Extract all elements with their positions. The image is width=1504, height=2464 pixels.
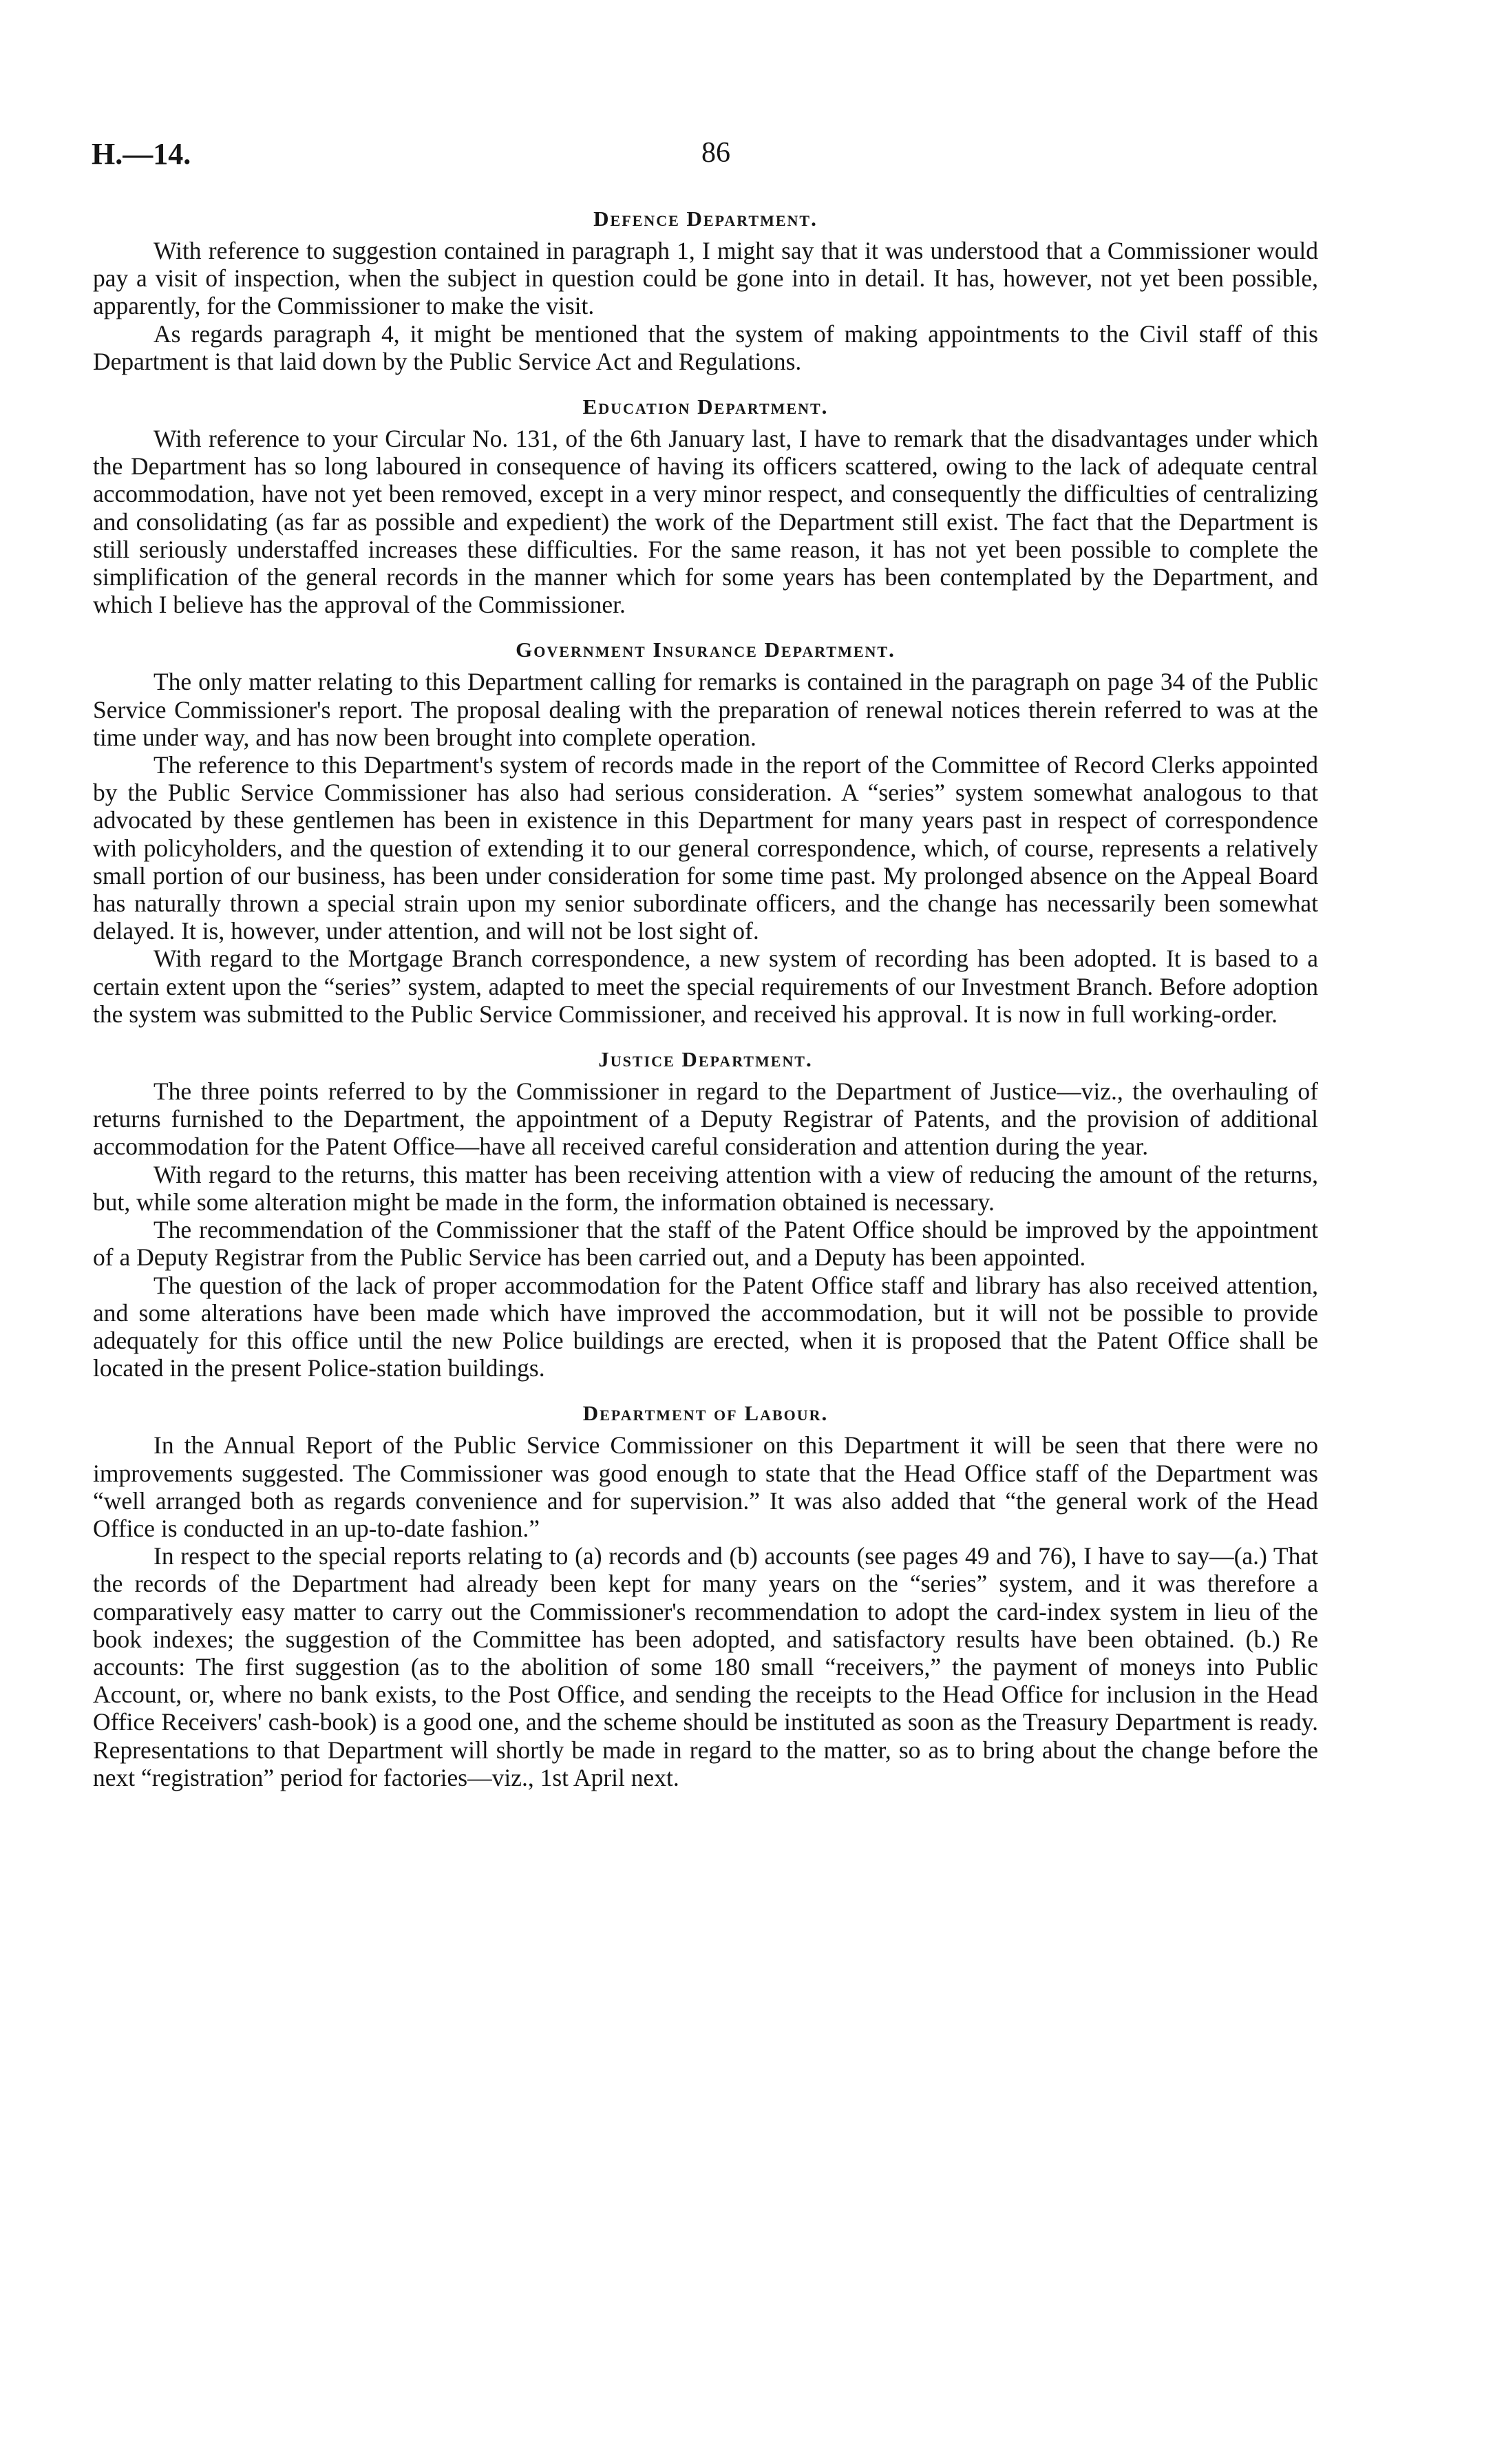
section-title: Education Department. — [582, 394, 829, 419]
paragraph: In respect to the special reports relating to (a) records and (b) accounts (see pages 49 and 76), I have to say—(a.) That the records of the Department had already been kept for many years on the “series” system, and it was therefore a comparatively easy matter to carry out the Commissioner's recommendation to adopt the card-index system in lieu of the book indexes; the suggestion of the Committee has been adopted, and satisfactory results have been obtained. (b.) Re accounts: The first suggestion (as to the abolition of some 180 small “receivers,” the payment of moneys into Public Account, or, where no bank exists, to the Post Office, and sending the receipts to the Head Office for inclusion in the Head Office Receivers' cash-book) is a good one, and the scheme should be instituted as soon as the Treasury Department is ready. Representations to that Department will shortly be made in regard to the matter, so as to bring about the change before the next “registration” period for factories—viz., 1st April next. — [93, 1542, 1318, 1791]
paragraph: The only matter relating to this Department calling for remarks is contained in the paragraph on page 34 of the Public Service Commissioner's report. The proposal dealing with the preparation of renewal notices therein referred to was at the time under way, and has now been brought into complete operation. — [93, 668, 1318, 751]
paragraph: The question of the lack of proper accommodation for the Patent Office staff and library has also received attention, and some alterations have been made which have improved the accommodation, but it will not be possible to provide adequately for this office until the new Police buildings are erected, when it is proposed that the Patent Office shall be located in the present Police-station buildings. — [93, 1271, 1318, 1382]
paragraph: The recommendation of the Commissioner that the staff of the Patent Office should be improved by the appointment of a Deputy Registrar from the Public Service has been carried out, and a Deputy has been appointed. — [93, 1216, 1318, 1272]
paragraph: With regard to the returns, this matter has been receiving attention with a view of reducing the amount of the returns, but, while some alteration might be made in the form, the information obtained is necessary. — [93, 1160, 1318, 1216]
section-title: Government Insurance Department. — [516, 638, 896, 662]
paragraph: With reference to your Circular No. 131, of the 6th January last, I have to remark that the disadvantages under which the Department has so long laboured in consequence of having its officers scattered, owing to the lack of adequate central accommodation, have not yet been removed, except in a very minor respect, and consequently the difficulties of centralizing and consolidating (as far as possible and expedient) the work of the Department still exist. The fact that the Department is still seriously understaffed increases these difficulties. For the same reason, it has not yet been possible to complete the simplification of the general records in the manner which for some years has been contemplated by the Department, and which I believe has the approval of the Commissioner. — [93, 425, 1318, 619]
paragraph: As regards paragraph 4, it might be mentioned that the system of making appointments to the Civil staff of this Department is that laid down by the Public Service Act and Regulations. — [93, 319, 1318, 375]
paragraph: The reference to this Department's system of records made in the report of the Committee of Record Clerks appointed by the Public Service Commissioner has also had serious consideration. A “series” system somewhat analogous to that advocated by these gentlemen has been in existence in this Department for many years past in respect of correspondence with policyholders, and the question of extending it to our general correspondence, which, of course, represents a relatively small portion of our business, has been under consideration for some time past. My prolonged absence on the Appeal Board has naturally thrown a special strain upon my senior subordinate officers, and the change has necessarily been somewhat delayed. It is, however, under attention, and will not be lost sight of. — [93, 751, 1318, 945]
section-education-department — [93, 393, 1318, 618]
section-government-insurance-department — [93, 636, 1318, 1028]
page-header — [0, 136, 1504, 178]
section-justice-department — [93, 1046, 1318, 1382]
section-defence-department — [93, 205, 1318, 375]
paragraph: The three points referred to by the Commissioner in regard to the Department of Justice—viz., the overhauling of returns furnished to the Department, the appointment of a Deputy Registrar of Patents, and the provision of additional accommodation for the Patent Office—have all received careful consideration and attention during the year. — [93, 1077, 1318, 1161]
section-title: Justice Department. — [598, 1047, 813, 1072]
paragraph: With reference to suggestion contained in paragraph 1, I might say that it was understood that a Commissioner would pay a visit of inspection, when the subject in question could be gone into in detail. It has, however, not yet been possible, apparently, for the Commissioner to make the visit. — [93, 237, 1318, 320]
document-reference: H.—14. — [92, 137, 191, 171]
page-body — [93, 205, 1318, 1791]
section-title: Department of Labour. — [582, 1401, 829, 1426]
section-title: Defence Department. — [593, 207, 818, 231]
section-department-of-labour — [93, 1400, 1318, 1791]
paragraph: With regard to the Mortgage Branch correspondence, a new system of recording has been adopted. It is based to a certain extent upon the “series” system, adapted to meet the special requirements of our Investment Branch. Before adoption the system was submitted to the Public Service Commissioner, and received his approval. It is now in full working-order. — [93, 945, 1318, 1028]
page-number: 86 — [701, 137, 730, 169]
paragraph: In the Annual Report of the Public Service Commissioner on this Department it will be seen that there were no improvements suggested. The Commissioner was good enough to state that the Head Office staff of the Department was “well arranged both as regards convenience and for supervision.” It was also added that “the general work of the Head Office is conducted in an up-to-date fashion.” — [93, 1431, 1318, 1542]
